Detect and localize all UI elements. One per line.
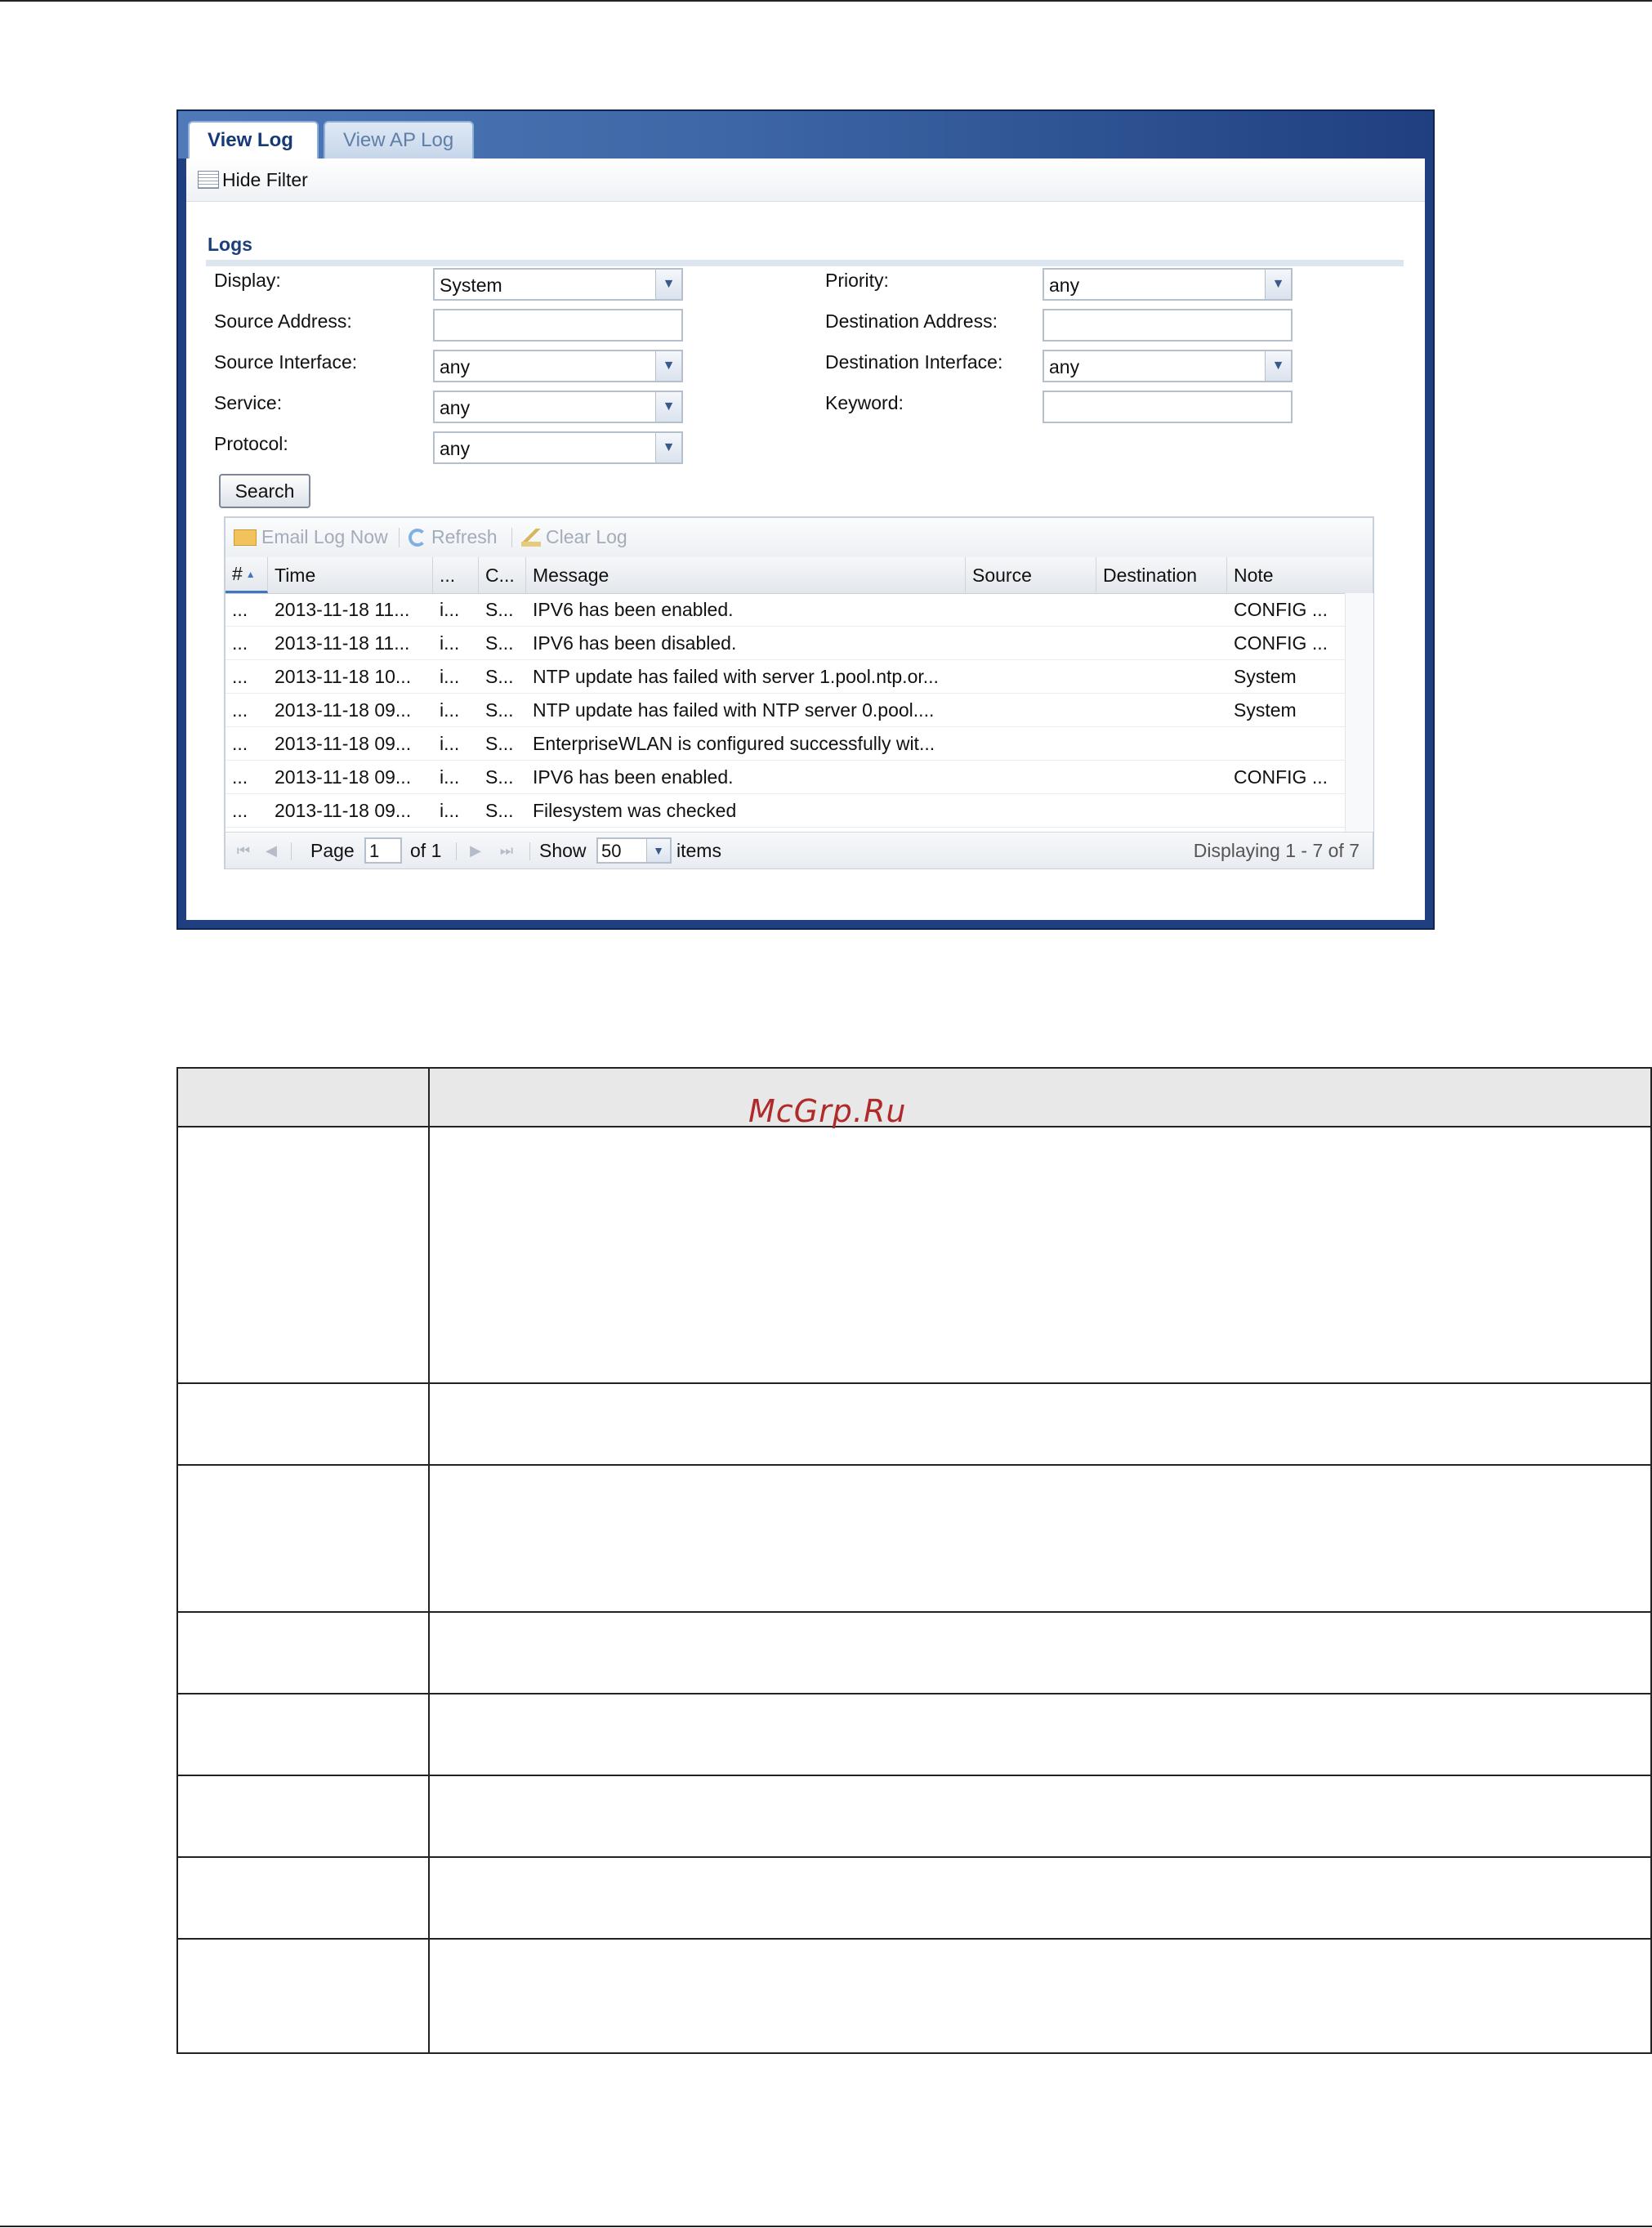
cell-message: NTP update has failed with server 1.pool.ntp.or... [533,665,939,687]
cell-destination [1096,794,1227,827]
refresh-icon [409,529,426,547]
table-row [177,1857,1651,1939]
page-number-input[interactable]: 1 [364,837,402,864]
displaying-count: Displaying 1 - 7 of 7 [1193,839,1360,861]
table-row [177,1612,1651,1694]
source-address-label: Source Address: [214,310,352,332]
cell-source [966,694,1096,726]
cell-category: S... [485,766,514,788]
table-row[interactable] [225,794,1345,828]
cell-priority: i... [440,799,460,821]
table-cell [177,1068,429,1127]
chevron-down-icon[interactable]: ▼ [1265,351,1291,381]
tab-view-log[interactable]: View Log [188,121,319,159]
grid-scrollbar[interactable] [1345,593,1373,832]
watermark: McGrp.Ru [748,1093,907,1129]
cell-message: IPV6 has been disabled. [533,632,737,654]
table-row[interactable] [225,593,1345,627]
toolbar-separator [399,528,400,547]
cell-number: ... [232,598,248,620]
table-cell [429,1068,1651,1127]
log-grid [224,516,1374,869]
table-cell [177,1694,429,1775]
table-cell [177,1127,429,1383]
cell-time: 2013-11-18 09... [275,766,412,788]
table-cell [177,1612,429,1694]
page-top-rule [0,0,1652,2]
cell-time: 2013-11-18 09... [275,699,412,721]
pagination-bar [225,832,1373,868]
cell-message: IPV6 has been enabled. [533,598,734,620]
priority-value: any [1049,275,1080,296]
first-page-icon[interactable]: ⏮ [236,842,251,859]
priority-select[interactable] [1043,268,1293,301]
cell-message: Filesystem was checked [533,799,737,821]
email-log-now-button[interactable] [234,526,388,548]
email-log-now-label: Email Log Now [261,526,388,547]
log-panel [186,159,1425,920]
hide-filter-label: Hide Filter [222,168,308,190]
table-cell [429,1694,1651,1775]
destination-interface-label: Destination Interface: [825,351,1003,373]
refresh-button[interactable] [409,526,498,548]
section-divider [206,260,1404,266]
table-row[interactable] [225,627,1345,660]
column-header-category[interactable]: C... [479,557,526,593]
protocol-value: any [440,438,471,459]
cell-source [966,593,1096,626]
display-select-value: System [440,275,502,296]
previous-page-icon[interactable]: ◀ [266,842,277,859]
table-cell [429,1775,1651,1857]
table-cell [429,1939,1651,2053]
table-cell [429,1465,1651,1612]
table-row [177,1939,1651,2053]
table-row[interactable] [225,660,1345,694]
cell-number: ... [232,699,248,721]
cell-note: CONFIG ... [1234,632,1328,654]
source-interface-value: any [440,356,471,377]
cell-number: ... [232,732,248,754]
cell-note: CONFIG ... [1234,766,1328,788]
broom-icon [521,529,541,547]
protocol-select[interactable] [433,431,683,464]
destination-address-input[interactable] [1043,309,1293,342]
cell-priority: i... [440,766,460,788]
service-select[interactable] [433,391,683,423]
column-header-message[interactable]: Message [526,557,966,593]
table-row[interactable] [225,761,1345,794]
chevron-down-icon[interactable]: ▼ [655,392,681,422]
table-cell [177,1383,429,1465]
last-page-icon[interactable]: ⏭ [499,842,514,859]
grid-toolbar [225,518,1373,558]
cell-number: ... [232,632,248,654]
destination-address-label: Destination Address: [825,310,998,332]
cell-category: S... [485,699,514,721]
cell-time: 2013-11-18 11... [275,598,410,620]
table-cell [429,1127,1651,1383]
cell-source [966,727,1096,760]
tab-bar [178,111,1433,159]
show-label: Show [539,839,587,861]
description-table-header [177,1068,1651,1127]
description-table [176,1067,1652,2054]
cell-destination [1096,727,1227,760]
chevron-down-icon[interactable]: ▼ [655,270,681,299]
list-icon [198,171,219,189]
table-row [177,1127,1651,1383]
column-header-source[interactable]: Source [966,557,1096,593]
cell-message: NTP update has failed with NTP server 0.pool.... [533,699,935,721]
table-cell [429,1612,1651,1694]
table-cell [177,1775,429,1857]
tab-view-ap-log[interactable]: View AP Log [324,121,474,159]
cell-destination [1096,660,1227,693]
cell-note [1227,794,1345,827]
destination-interface-select[interactable] [1043,350,1293,382]
display-select[interactable] [433,268,683,301]
page-label: Page [310,839,355,861]
grid-header [225,557,1373,594]
envelope-icon [234,529,257,546]
refresh-label: Refresh [431,526,498,547]
table-cell [429,1857,1651,1939]
clear-log-button[interactable] [521,526,627,548]
cell-priority: i... [440,632,460,654]
page-bottom-rule [0,2226,1652,2227]
chevron-down-icon[interactable]: ▼ [1265,270,1291,299]
cell-source [966,660,1096,693]
column-header-number[interactable]: # ▲ [225,557,268,593]
column-header-time[interactable]: Time [268,557,433,593]
page-count-label: of 1 [410,839,442,861]
protocol-label: Protocol: [214,433,288,454]
cell-category: S... [485,799,514,821]
cell-time: 2013-11-18 11... [275,632,410,654]
table-row [177,1775,1651,1857]
cell-priority: i... [440,699,460,721]
column-header-destination[interactable]: Destination [1096,557,1227,593]
cell-time: 2013-11-18 09... [275,799,412,821]
next-page-icon[interactable]: ▶ [470,842,481,859]
display-label: Display: [214,270,281,291]
service-value: any [440,397,471,418]
log-window [176,109,1435,930]
pager-separator [291,842,292,860]
column-header-priority[interactable]: ... [433,557,479,593]
pager-separator [456,842,457,860]
source-interface-label: Source Interface: [214,351,358,373]
table-cell [177,1939,429,2053]
cell-source [966,794,1096,827]
cell-note: CONFIG ... [1234,598,1328,620]
table-row[interactable] [225,694,1345,727]
cell-priority: i... [440,732,460,754]
cell-category: S... [485,632,514,654]
keyword-label: Keyword: [825,392,904,413]
cell-number: ... [232,766,248,788]
table-row [177,1383,1651,1465]
cell-priority: i... [440,665,460,687]
table-cell [177,1465,429,1612]
column-header-note[interactable]: Note [1234,564,1274,586]
cell-category: S... [485,732,514,754]
table-row [177,1465,1651,1612]
cell-category: S... [485,665,514,687]
cell-message: EnterpriseWLAN is configured successfully wit... [533,732,935,754]
cell-destination [1096,761,1227,793]
cell-category: S... [485,598,514,620]
priority-label: Priority: [825,270,889,291]
table-cell [429,1383,1651,1465]
cell-note [1227,727,1345,760]
chevron-down-icon[interactable]: ▼ [655,433,681,462]
cell-note: System [1234,699,1297,721]
clear-log-label: Clear Log [546,526,627,547]
table-row [177,1694,1651,1775]
source-interface-select[interactable] [433,350,683,382]
pager-separator [529,842,530,860]
cell-destination [1096,627,1227,659]
cell-destination [1096,694,1227,726]
cell-source [966,627,1096,659]
items-label: items [676,839,721,861]
service-label: Service: [214,392,283,413]
cell-time: 2013-11-18 10... [275,665,412,687]
search-button[interactable]: Search [219,474,310,508]
cell-destination [1096,593,1227,626]
cell-note: System [1234,665,1297,687]
cell-number: ... [232,665,248,687]
hide-filter-toggle[interactable] [186,159,1425,202]
source-address-input[interactable] [433,309,683,342]
table-cell [177,1857,429,1939]
chevron-down-icon[interactable]: ▼ [655,351,681,381]
section-title-logs: Logs [208,234,252,255]
chevron-down-icon[interactable]: ▼ [646,839,670,862]
toolbar-separator [511,528,512,547]
sort-asc-icon: ▲ [245,568,256,580]
cell-number: ... [232,799,248,821]
page-size-value: 50 [601,841,622,861]
cell-priority: i... [440,598,460,620]
cell-time: 2013-11-18 09... [275,732,412,754]
keyword-input[interactable] [1043,391,1293,423]
cell-source [966,761,1096,793]
destination-interface-value: any [1049,356,1080,377]
cell-message: IPV6 has been enabled. [533,766,734,788]
table-row[interactable] [225,727,1345,761]
page-size-select[interactable] [596,837,672,864]
